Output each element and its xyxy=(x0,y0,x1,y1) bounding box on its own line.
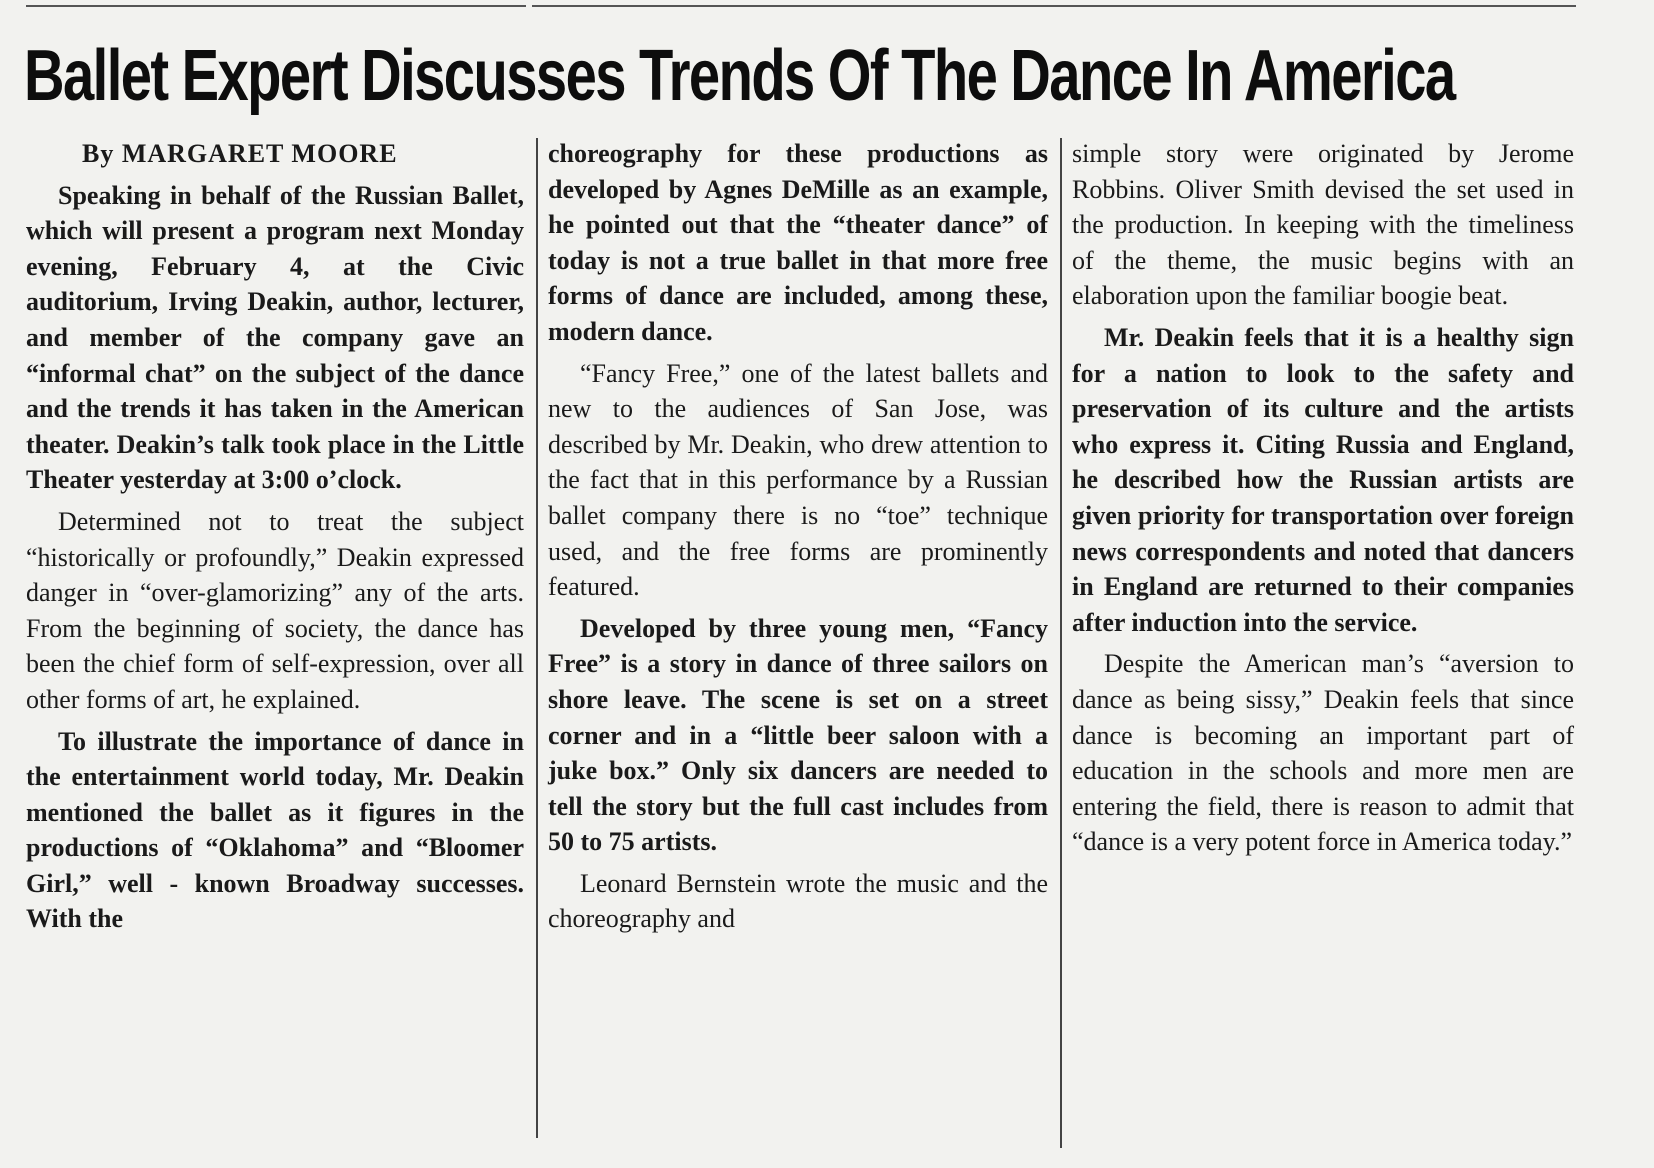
paragraph: Determined not to treat the subject “historically or profoundly,” Deakin expressed danger in “over-glamorizing” any of the arts. From the beginning of society, the dance has been the chief form of self-expression, over all other forms of art, he explained. xyxy=(26,506,524,714)
paragraph: Despite the American man’s “aversion to dance as being sissy,” Deakin feels that since dance is becoming an important part of education in the schools and more men are entering the field, there is reason to admit that “dance is a very potent force in America today.” xyxy=(1072,649,1574,857)
top-rule-right xyxy=(532,5,1576,7)
column-2 xyxy=(548,136,1048,943)
paragraph: Mr. Deakin feels that it is a healthy sign for a nation to look to the safety and preservation of its culture and the artists who express it. Citing Russia and England, he described how the Russian artists are given priority for transportation over foreign news correspondents and noted that dancers in England are returned to their companies after induction into the service. xyxy=(1072,322,1574,637)
column-3-body xyxy=(1072,136,1574,860)
paragraph: Leonard Bernstein wrote the music and the choreography and xyxy=(548,868,1048,934)
column-divider-right xyxy=(1060,138,1062,1148)
column-1-body xyxy=(26,178,524,937)
paragraph: Developed by three young men, “Fancy Free” is a story in dance of three sailors on shore leave. The scene is set on a street corner and in a “little beer saloon with a juke box.” Only six dancers are needed to tell the story but the full cast includes from 50 to 75 artists. xyxy=(548,613,1048,857)
paragraph: “Fancy Free,” one of the latest ballets and new to the audiences of San Jose, was described by Mr. Deakin, who drew attention to the fact that in this performance by a Russian ballet company there is no “toe” technique used, and the free forms are prominently featured. xyxy=(548,358,1048,602)
column-3 xyxy=(1072,136,1574,866)
paragraph: choreography for these productions as developed by Agnes DeMille as an example, he pointed out that the “theater dance” of today is not a true ballet in that more free forms of dance are included, among these, modern dance. xyxy=(548,139,1048,346)
paragraph: simple story were originated by Jerome Robbins. Oliver Smith devised the set used in the production. In keeping with the timeliness of the theme, the music begins with an elaboration upon the familiar boogie beat. xyxy=(1072,139,1574,311)
paragraph: To illustrate the importance of dance in the entertainment world today, Mr. Deakin mentioned the ballet as it figures in the productions of “Oklahoma” and “Bloomer Girl,” well - known Broadway successes. With the xyxy=(26,726,524,934)
byline: By MARGARET MOORE xyxy=(82,139,398,168)
paragraph: Speaking in behalf of the Russian Ballet, which will present a program next Monday evening, February 4, at the Civic auditorium, Irving Deakin, author, lecturer, and member of the company gave an “informal chat” on the subject of the dance and the trends it has taken in the American theater. Deakin’s talk took place in the Little Theater yesterday at 3:00 o’clock. xyxy=(26,180,524,495)
column-2-body xyxy=(548,136,1048,937)
column-1 xyxy=(26,136,524,943)
top-rule-left xyxy=(26,5,526,7)
column-divider-left xyxy=(536,138,538,1138)
headline: Ballet Expert Discusses Trends Of The Dance In America xyxy=(24,36,1455,116)
